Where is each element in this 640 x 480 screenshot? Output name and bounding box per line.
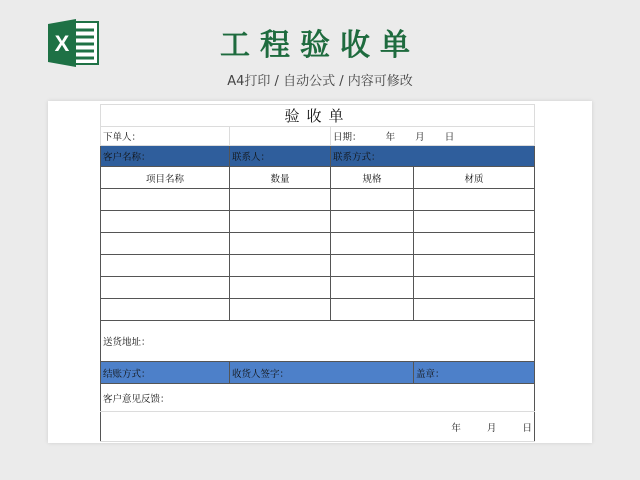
column-header-material: 材质 (414, 167, 535, 189)
table-cell[interactable] (331, 211, 414, 233)
contact-method-label[interactable]: 联系方式： (331, 146, 535, 167)
table-cell[interactable] (101, 189, 230, 211)
column-header-item: 项目名称 (101, 167, 230, 189)
form-title-row (101, 105, 535, 127)
table-cell[interactable] (230, 233, 331, 255)
table-cell[interactable] (101, 255, 230, 277)
date-month: 月 (415, 132, 425, 143)
table-row (101, 299, 535, 321)
customer-feedback-cell[interactable] (101, 384, 535, 412)
orderer-label: 下单人： (101, 127, 230, 146)
footer-date-row (101, 412, 535, 442)
spreadsheet-preview (48, 101, 592, 443)
footer-day: 日 (522, 422, 533, 434)
table-cell[interactable] (101, 233, 230, 255)
customer-feedback-label: 客户意见反馈： (103, 393, 170, 405)
table-row (101, 211, 535, 233)
table-cell[interactable] (230, 211, 331, 233)
table-cell[interactable] (230, 189, 331, 211)
stamp-label[interactable]: 盖章： (414, 362, 535, 384)
table-cell[interactable] (101, 211, 230, 233)
form-title: 验收单 (101, 105, 535, 127)
contact-person-label[interactable]: 联系人： (230, 146, 331, 167)
table-cell[interactable] (414, 211, 535, 233)
page-subtitle: A4打印 / 自动公式 / 内容可修改 (227, 74, 413, 89)
table-row (101, 255, 535, 277)
orderer-row (101, 127, 535, 146)
table-cell[interactable] (331, 255, 414, 277)
date-year: 年 (385, 132, 396, 143)
table-cell[interactable] (331, 277, 414, 299)
table-row (101, 233, 535, 255)
acceptance-form-table (100, 104, 535, 442)
address-row (101, 321, 535, 362)
table-cell[interactable] (414, 299, 535, 321)
table-cell[interactable] (331, 233, 414, 255)
delivery-address-cell[interactable] (101, 321, 535, 362)
date-label: 日期： (333, 132, 362, 143)
table-cell[interactable] (414, 255, 535, 277)
customer-name-label[interactable]: 客户名称： (101, 146, 230, 167)
table-cell[interactable] (414, 277, 535, 299)
column-header-spec: 规格 (331, 167, 414, 189)
table-cell[interactable] (230, 299, 331, 321)
table-cell[interactable] (414, 189, 535, 211)
column-header-row (101, 167, 535, 189)
customer-row (101, 146, 535, 167)
payment-row (101, 362, 535, 384)
table-row (101, 277, 535, 299)
footer-month: 月 (486, 422, 497, 434)
footer-year: 年 (451, 422, 461, 434)
receiver-signature-label[interactable]: 收货人签字： (230, 362, 414, 384)
feedback-row (101, 384, 535, 412)
table-cell[interactable] (414, 233, 535, 255)
delivery-address-label: 送货地址： (103, 337, 151, 348)
excel-logo-letter: X (54, 31, 70, 56)
page-title: 工程验收单 (220, 28, 420, 63)
column-header-quantity: 数量 (230, 167, 331, 189)
table-row (101, 189, 535, 211)
table-cell[interactable] (331, 299, 414, 321)
orderer-value-cell[interactable] (230, 127, 331, 146)
payment-method-label[interactable]: 结账方式： (101, 362, 230, 384)
footer-date-cell[interactable] (101, 412, 535, 442)
date-day: 日 (444, 132, 455, 143)
table-cell[interactable] (331, 189, 414, 211)
table-cell[interactable] (101, 277, 230, 299)
date-cell[interactable] (331, 127, 535, 146)
table-cell[interactable] (101, 299, 230, 321)
table-cell[interactable] (230, 255, 331, 277)
table-cell[interactable] (230, 277, 331, 299)
